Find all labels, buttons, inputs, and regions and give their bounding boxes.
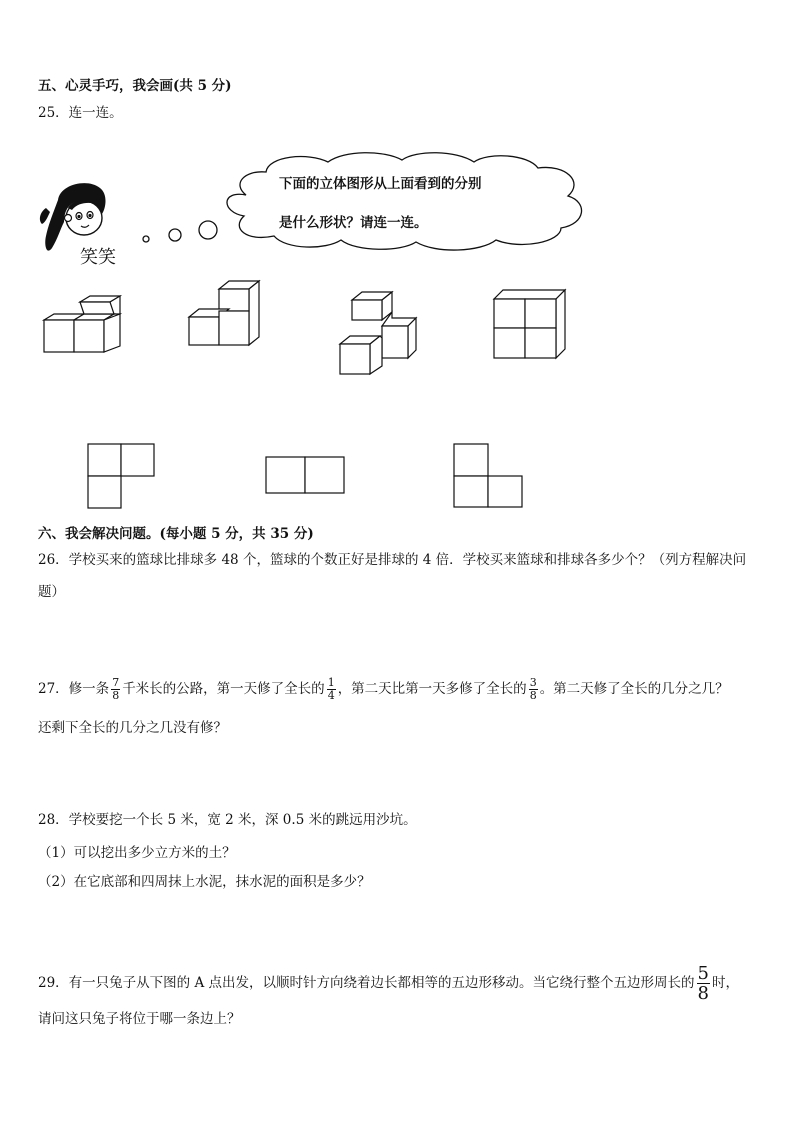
thought-bubble-dots (138, 218, 218, 248)
solid-figure-4 (491, 287, 571, 359)
fraction-denominator: 8 (529, 688, 537, 702)
fraction-denominator: 8 (112, 688, 120, 702)
thought-cloud (216, 150, 586, 260)
q26-line1: 26．学校买来的篮球比排球多 48 个，篮球的个数正好是排球的 4 倍．学校买来篮球和排球各多少个？（列方程解决问 (38, 552, 747, 568)
solid-figure-3 (338, 286, 418, 376)
q28-sub1: （1）可以挖出多少立方米的土？ (38, 845, 236, 861)
q27-text-a: 27．修一条 (38, 681, 110, 697)
q27-line2: 还剩下全长的几分之几没有修？ (38, 720, 227, 736)
fraction-numerator: 5 (697, 962, 709, 984)
q28-line1: 28．学校要挖一个长 5 米，宽 2 米，深 0.5 米的跳远用沙坑。 (38, 812, 417, 828)
fraction-numerator: 3 (529, 675, 537, 689)
section5-heading: 五、心灵手巧，我会画(共 5 分) (38, 78, 232, 94)
q29-text-a: 29．有一只兔子从下图的 A 点出发，以顺时针方向绕着边长都相等的五边形移动。当它绕行整个五边形周长的 (38, 975, 695, 991)
top-view-shape-3 (453, 443, 525, 509)
q27-fraction-1-4 (327, 677, 336, 702)
q27-fraction-3-8 (529, 677, 538, 702)
fraction-numerator: 7 (112, 675, 120, 689)
q27-text-c: ，第二天比第一天多修了全长的 (337, 681, 527, 697)
q25-label: 25．连一连。 (38, 105, 123, 121)
q28-sub2: （2）在它底部和四周抹上水泥，抹水泥的面积是多少？ (38, 874, 371, 890)
q29-line2: 请问这只兔子将位于哪一条边上？ (38, 1011, 241, 1027)
top-view-shape-2 (265, 456, 347, 496)
q27-text-d: 。第二天修了全长的几分之几？ (539, 681, 729, 697)
bubble-text-line1: 下面的立体图形从上面看到的分别 (279, 176, 482, 192)
fraction-numerator: 1 (327, 675, 335, 689)
section6-heading: 六、我会解决问题。(每小题 5 分，共 35 分) (38, 526, 314, 542)
fraction-denominator: 8 (697, 982, 709, 1004)
top-view-shape-1 (87, 443, 159, 509)
solid-figure-2 (188, 277, 268, 357)
q27-text-b: 千米长的公路，第一天修了全长的 (122, 681, 325, 697)
solid-figure-1 (40, 295, 130, 365)
q26-line2: 题） (38, 584, 65, 600)
q27-line1 (38, 674, 729, 704)
q29-fraction-5-8 (697, 964, 710, 1003)
fraction-denominator: 4 (327, 688, 335, 702)
q29-line1 (38, 961, 739, 1005)
bubble-text-line2: 是什么形状？请连一连。 (279, 215, 428, 231)
q29-text-b: 时， (711, 975, 739, 991)
q27-fraction-7-8 (111, 677, 120, 702)
character-name: 笑笑 (80, 247, 116, 268)
